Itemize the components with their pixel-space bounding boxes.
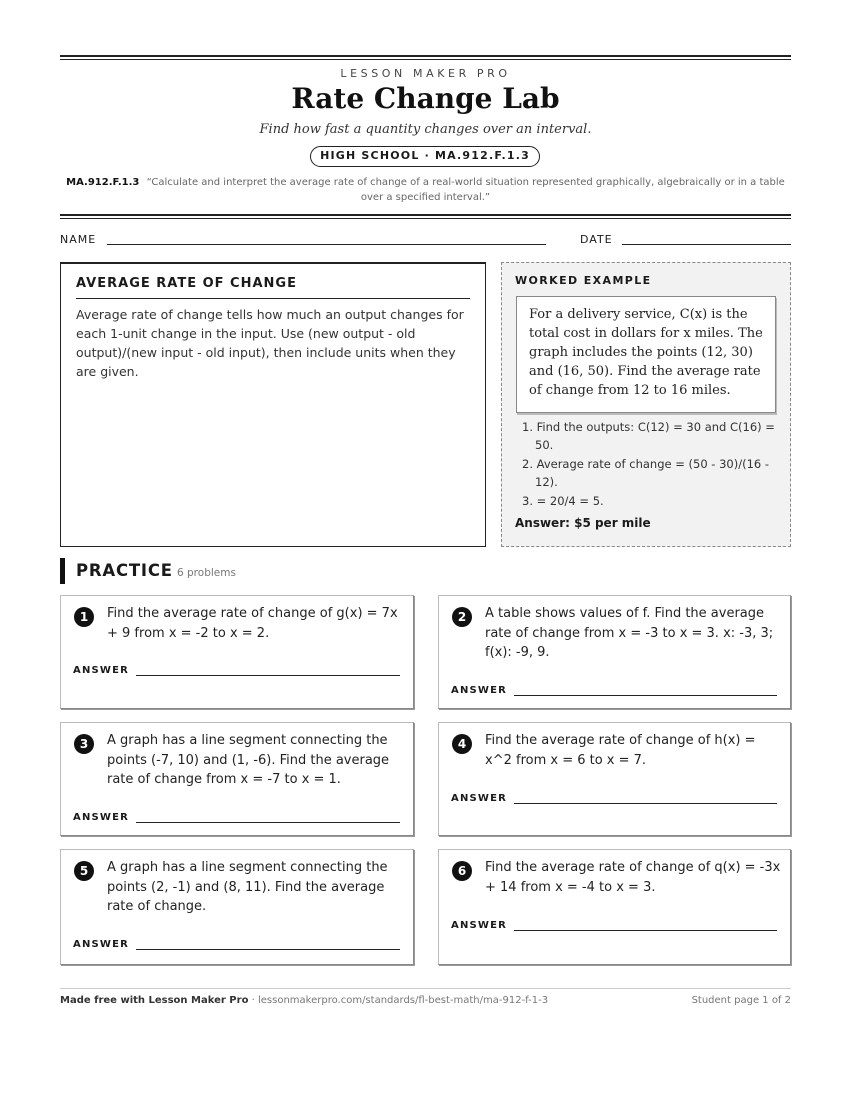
problem-card-4 [438,722,791,836]
problem-card-3 [60,722,414,836]
footer-credit: Made free with Lesson Maker Pro [60,995,249,1006]
problem-text: Find the average rate of change of q(x) = -3x + 14 from x = -4 to x = 3. [485,860,781,895]
answer-label: ANSWER [451,920,508,931]
date-label: DATE [580,233,613,246]
problem-card-6 [438,849,791,965]
page-subtitle: Find how fast a quantity changes over an interval. [259,122,592,137]
problem-card-5 [60,849,414,965]
concept-heading: AVERAGE RATE OF CHANGE [76,276,297,291]
problem-number: 3 [74,734,94,754]
top-divider [60,55,791,60]
problem-number: 4 [452,734,472,754]
answer-label: ANSWER [73,812,130,823]
example-problem: For a delivery service, C(x) is the total cost in dollars for x miles. The graph includes the points (12, 30) and (16, 50). Find the average rate of change from 12 to 16 miles. [516,296,776,413]
problem-number: 5 [74,861,94,881]
problem-card-1 [60,595,414,709]
header-divider [60,214,791,219]
page-number: Student page 1 of 2 [691,995,791,1006]
problem-number: 1 [74,607,94,627]
example-steps [516,418,780,511]
answer-label: ANSWER [73,939,130,950]
name-field[interactable] [107,244,546,245]
example-answer: Answer: $5 per mile [515,516,651,530]
answer-field[interactable] [514,695,777,696]
problem-text: A table shows values of f. Find the average rate of change from x = -3 to x = 3. x: -3, 3; f(x): -9, 9. [485,606,774,660]
page-title: Rate Change Lab [291,82,560,115]
concept-card [60,262,486,547]
practice-title: PRACTICE [76,561,173,580]
answer-field[interactable] [136,675,400,676]
concept-divider [76,298,470,299]
standard-description [60,175,791,205]
problem-text: A graph has a line segment connecting the points (-7, 10) and (1, -6). Find the average rate of change from x = -7 to x = 1. [107,733,390,787]
problem-number: 2 [452,607,472,627]
answer-label: ANSWER [73,665,130,676]
standard-code: MA.912.F.1.3 [66,177,140,188]
answer-field[interactable] [514,803,777,804]
example-step: 3. = 20/4 = 5. [522,494,604,508]
answer-field[interactable] [136,949,400,950]
problem-text: Find the average rate of change of g(x) = 7x + 9 from x = -2 to x = 2. [107,606,398,641]
problem-text: A graph has a line segment connecting the points (2, -1) and (8, 11). Find the average rate of change. [107,860,388,914]
footer-url[interactable]: · lessonmakerpro.com/standards/fl-best-math/ma-912-f-1-3 [248,995,549,1006]
name-date-row [60,233,791,247]
example-step: 1. Find the outputs: C(12) = 30 and C(16) = 50. [522,420,775,452]
answer-field[interactable] [514,930,777,931]
page-footer [60,995,791,1006]
example-step: 2. Average rate of change = (50 - 30)/(16 - 12). [522,457,770,489]
answer-label: ANSWER [451,793,508,804]
example-heading: WORKED EXAMPLE [515,274,652,287]
worked-example-card [501,262,791,547]
grade-standard-badge: HIGH SCHOOL · MA.912.F.1.3 [310,146,540,167]
brand-name: LESSON MAKER PRO [340,67,511,80]
concept-body: Average rate of change tells how much an output changes for each 1-unit change in the input. Use (new output - old output)/(new input - old input), then include units when they are given. [76,307,464,379]
problem-card-2 [438,595,791,709]
answer-label: ANSWER [451,685,508,696]
footer-divider [60,988,791,989]
standard-text: “Calculate and interpret the average rate of change of a real-world situation represented graphically, algebraically or in a table over a specified interval.” [146,177,785,203]
answer-field[interactable] [136,822,400,823]
name-label: NAME [60,233,97,246]
problem-number: 6 [452,861,472,881]
practice-count: 6 problems [177,567,236,579]
problem-text: Find the average rate of change of h(x) = x^2 from x = 6 to x = 7. [485,733,756,768]
date-field[interactable] [622,244,791,245]
section-accent-bar [60,558,65,584]
